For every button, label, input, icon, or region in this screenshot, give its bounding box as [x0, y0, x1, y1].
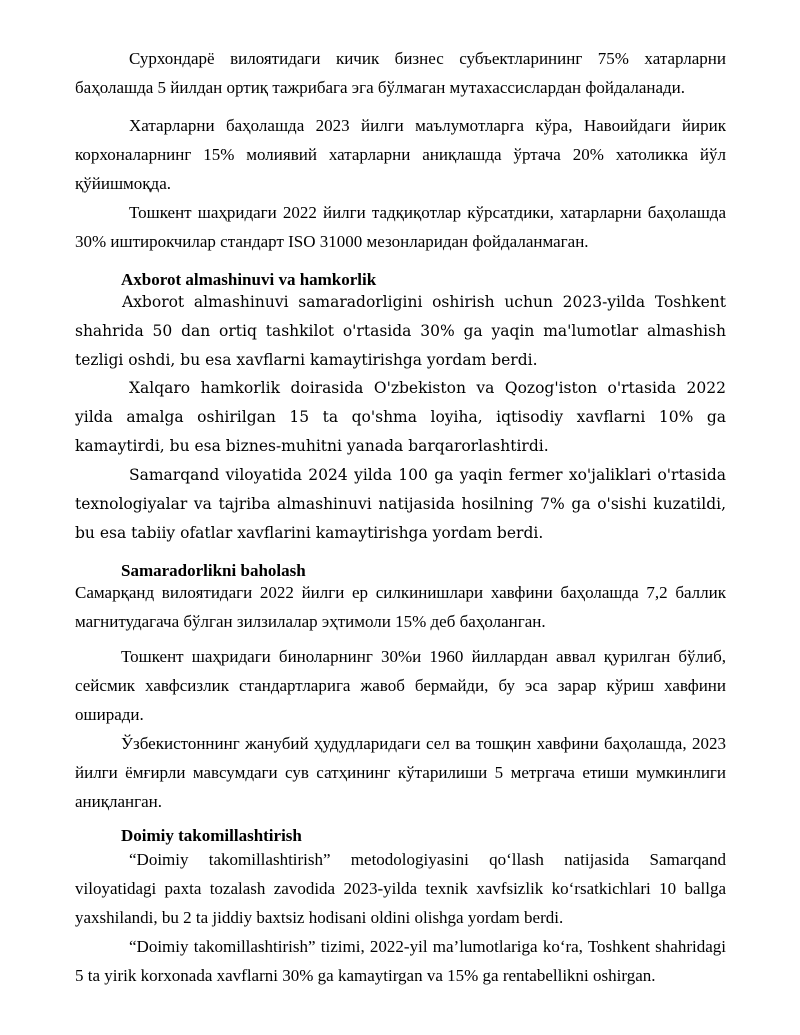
paragraph-surkhandarya: Сурхондарё вилоятидаги кичик бизнес субъектларининг 75% хатарларни баҳолашда 5 йилдан ортиқ тажрибага эга бўлмаган мутахассислардан фойдаланади. [75, 49, 726, 97]
paragraph-sel-toshqin: Ўзбекистоннинг жанубий ҳудудларидаги сел ва тошқин хавфини баҳолашда, 2023 йилги ёмғирли мавсумдаги сув сатҳининг кўтарилиши 5 метргача етиши мумкинлиги аниқланган. [75, 734, 726, 811]
paragraph-tashkent-binolar: Тошкент шаҳридаги биноларнинг 30%и 1960 йиллардан аввал қурилган бўлиб, сейсмик хавфсизлик стандартларига жавоб бермайди, бу эса зарар кўриш хавфини оширади. [75, 647, 726, 724]
heading-samaradorlikni-baholash: Samaradorlikni baholash [121, 561, 306, 580]
paragraph-navoi: Хатарларни баҳолашда 2023 йилги маълумотларга кўра, Навоийдаги йирик корхоналарнинг 15% молиявий хатарларни аниқлашда ўртача 20% хатоликка йўл қўйишмоқда. [75, 116, 726, 193]
paragraph-tashkent-iso: Тошкент шаҳридаги 2022 йилги тадқиқотлар кўрсатдики, хатарларни баҳолашда 30% иштирокчилар стандарт ISO 31000 мезонларидан фойдаланмаган. [75, 203, 726, 251]
paragraph-paxta-zavodi: “Doimiy takomillashtirish” metodologiyasini qo‘llash natijasida Samarqand viloyatidagi paxta tozalash zavodida 2023-yilda texnik xavfsizlik ko‘rsatkichlari 10 ballga yaxshilandi, bu 2 ta jiddiy baxtsiz hodisani oldini olishga yordam berdi. [75, 850, 726, 927]
paragraph-axborot-samaradorligi: Axborot almashinuvi samaradorligini oshirish uchun 2023-yilda Toshkent shahrida 50 dan ortiq tashkilot o'rtasida 30% ga yaqin ma'lumotlar almashish tezligi oshdi, bu esa xavflarni kamaytirishga yordam berdi. [75, 293, 726, 369]
heading-axborot-almashinuvi: Axborot almashinuvi va hamkorlik [121, 270, 377, 289]
paragraph-samarqand-zilzila: Самарқанд вилоятидаги 2022 йилги ер силкинишлари хавфини баҳолашда 7,2 баллик магнитудагача бўлган зилзилалар эҳтимоли 15% деб баҳоланган. [75, 583, 726, 631]
heading-doimiy-takomillashtirish: Doimiy takomillashtirish [121, 826, 302, 845]
paragraph-samarqand-fermer: Samarqand viloyatida 2024 yilda 100 ga yaqin fermer xo'jaliklari o'rtasida texnologiyalar va tajriba almashinuvi natijasida hosilning 7% ga o'sishi kuzatildi, bu esa tabiiy ofatlar xavflarini kamaytirishga yordam berdi. [75, 466, 726, 542]
paragraph-xalqaro-hamkorlik: Xalqaro hamkorlik doirasida O'zbekiston va Qozog'iston o'rtasida 2022 yilda amalga oshirilgan 15 ta qo'shma loyiha, iqtisodiy xavflarni 10% ga kamaytirdi, bu esa biznes-muhitni yanada barqarorlashtirdi. [75, 379, 726, 455]
paragraph-toshkent-korxonalar: “Doimiy takomillashtirish” tizimi, 2022-yil ma’lumotlariga ko‘ra, Toshkent shahridagi 5 ta yirik korxonada xavflarni 30% ga kamaytirgan va 15% ga rentabellikni oshirgan. [75, 937, 726, 985]
